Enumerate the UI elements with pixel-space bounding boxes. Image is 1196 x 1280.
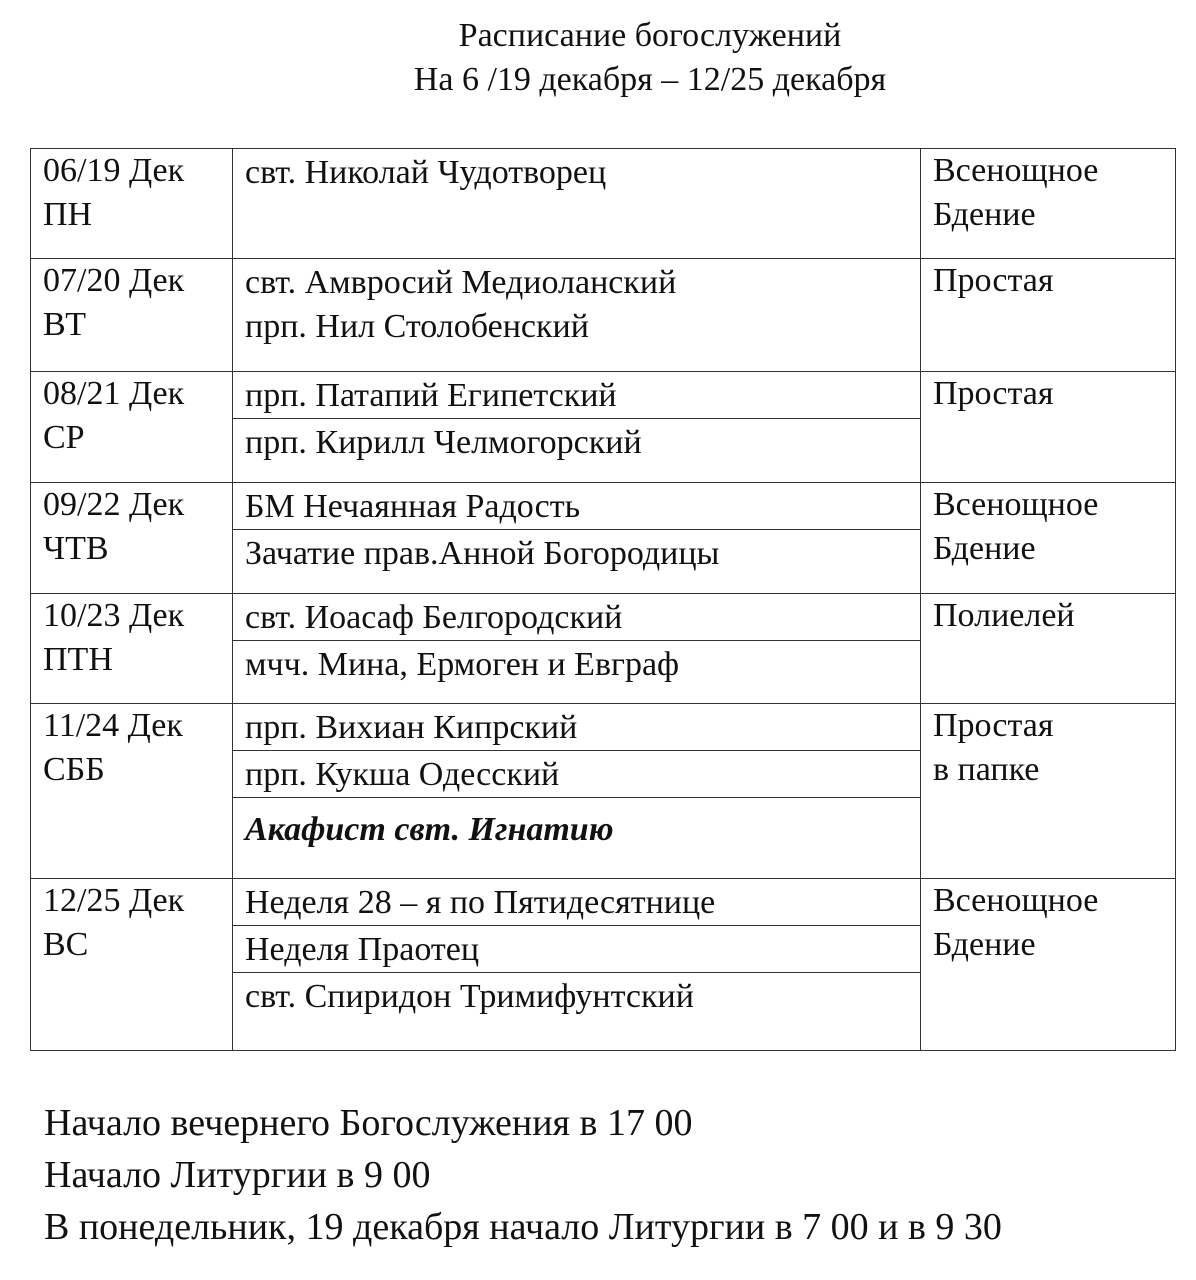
service-cell [921, 372, 1176, 483]
feast-item: свт. Николай Чудотворец [245, 154, 607, 191]
vespers-start-note: Начало вечернего Богослужения в 17 00 [44, 1102, 693, 1144]
weekday-label: ВТ [43, 306, 86, 343]
feast-item: свт. Иоасаф Белгородский [245, 599, 623, 636]
page-subtitle: На 6 /19 декабря – 12/25 декабря [413, 61, 887, 98]
service-label: Всенощное [933, 882, 1099, 919]
feast-cell [233, 259, 921, 372]
date-cell [31, 372, 233, 483]
date-label: 12/25 Дек [43, 882, 185, 919]
weekday-label: ВС [43, 926, 89, 963]
date-cell [31, 704, 233, 879]
service-label: Бдение [933, 196, 1036, 233]
feast-item: прп. Кирилл Челмогорский [233, 418, 920, 465]
feast-cell [233, 149, 921, 259]
service-cell [921, 483, 1176, 594]
date-label: 11/24 Дек [43, 707, 183, 744]
service-label: Простая [933, 375, 1054, 412]
service-label: Всенощное [933, 152, 1099, 189]
date-cell [31, 259, 233, 372]
feast-item: БМ Нечаянная Радость [245, 488, 581, 525]
service-cell [921, 149, 1176, 259]
table-row [31, 879, 1176, 1051]
feast-cell [233, 483, 921, 594]
weekday-label: ПТН [43, 641, 113, 678]
service-label: Бдение [933, 926, 1036, 963]
date-cell [31, 149, 233, 259]
service-cell [921, 594, 1176, 704]
service-label: Простая [933, 262, 1054, 299]
feast-item: Неделя Праотец [233, 925, 920, 972]
liturgy-start-note: Начало Литургии в 9 00 [44, 1154, 431, 1196]
table-row [31, 149, 1176, 259]
service-cell [921, 879, 1176, 1051]
feast-cell [233, 879, 921, 1051]
weekday-label: СББ [43, 751, 105, 788]
table-row [31, 704, 1176, 879]
monday-liturgy-note: В понедельник, 19 декабря начало Литургии в 7 00 и в 9 30 [44, 1206, 1002, 1248]
date-label: 09/22 Дек [43, 486, 185, 523]
schedule-table [30, 148, 1176, 1051]
table-row [31, 483, 1176, 594]
date-cell [31, 879, 233, 1051]
feast-line: прп. Нил Столобенский [245, 308, 589, 345]
weekday-label: СР [43, 419, 85, 456]
date-label: 06/19 Дек [43, 152, 185, 189]
date-label: 07/20 Дек [43, 262, 185, 299]
feast-item: мчч. Мина, Ермоген и Евграф [233, 640, 920, 687]
table-row [31, 594, 1176, 704]
service-label: Полиелей [933, 597, 1075, 634]
feast-item: прп. Патапий Египетский [245, 377, 617, 414]
service-cell [921, 704, 1176, 879]
date-label: 08/21 Дек [43, 375, 185, 412]
weekday-label: ПН [43, 196, 93, 233]
feast-item: Зачатие прав.Анной Богородицы [233, 529, 920, 576]
service-label: Бдение [933, 530, 1036, 567]
feast-item: прп. Кукша Одесский [233, 750, 920, 797]
feast-cell [233, 704, 921, 879]
feast-cell [233, 372, 921, 483]
weekday-label: ЧТВ [43, 530, 109, 567]
feast-line: свт. Амвросий Медиоланский [245, 264, 677, 301]
service-label: в папке [933, 751, 1040, 788]
date-label: 10/23 Дек [43, 597, 185, 634]
feast-item [233, 259, 920, 349]
date-cell [31, 594, 233, 704]
service-cell [921, 259, 1176, 372]
service-label: Простая [933, 707, 1054, 744]
service-label: Всенощное [933, 486, 1099, 523]
akathist-item: Акафист свт. Игнатию [233, 797, 920, 868]
feast-item: Неделя 28 – я по Пятидесятнице [245, 884, 716, 921]
feast-item: прп. Вихиан Кипрский [245, 709, 578, 746]
table-row [31, 259, 1176, 372]
date-cell [31, 483, 233, 594]
feast-item: свт. Спиридон Тримифунтский [233, 972, 920, 1049]
feast-cell [233, 594, 921, 704]
table-row [31, 372, 1176, 483]
page-title: Расписание богослужений [458, 17, 842, 54]
